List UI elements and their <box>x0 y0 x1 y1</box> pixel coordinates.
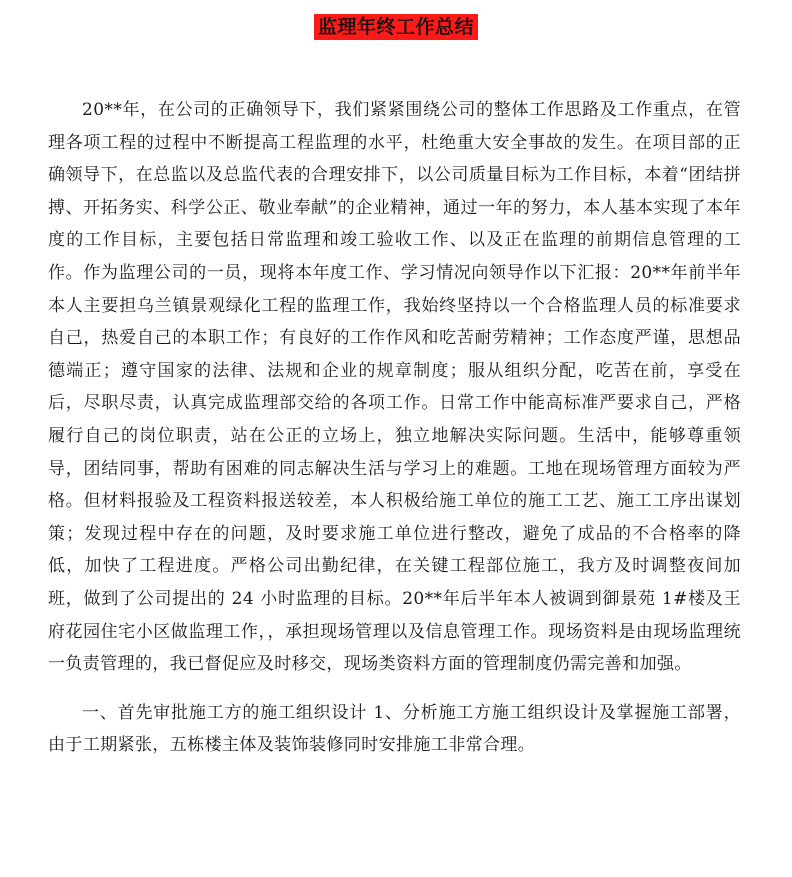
document-body <box>48 94 741 762</box>
body-paragraph-1: 20**年，在公司的正确领导下，我们紧紧围绕公司的整体工作思路及工作重点，在管理各项工程的过程中不断提高工程监理的水平，杜绝重大安全事故的发生。在项目部的正确领导下，在总监以及总监代表的合理安排下，以公司质量目标为工作目标，本着“团结拼搏、开拓务实、科学公正、敬业奉献”的企业精神，通过一年的努力，本人基本实现了本年度的工作目标，主要包括日常监理和竣工验收工作、以及正在监理的前期信息管理的工作。作为监理公司的一员，现将本年度工作、学习情况向领导作以下汇报：20**年前半年本人主要担乌兰镇景观绿化工程的监理工作，我始终坚持以一个合格监理人员的标准要求自己，热爱自己的本职工作；有良好的工作作风和吃苦耐劳精神；工作态度严谨，思想品德端正；遵守国家的法律、法规和企业的规章制度；服从组织分配，吃苦在前，享受在后，尽职尽责，认真完成监理部交给的各项工作。日常工作中能高标准严要求自己，严格履行自己的岗位职责，站在公正的立场上，独立地解决实际问题。生活中，能够尊重领导，团结同事，帮助有困难的同志解决生活与学习上的难题。工地在现场管理方面较为严格。但材料报验及工程资料报送较差，本人积极给施工单位的施工工艺、施工工序出谋划策；发现过程中存在的问题，及时要求施工单位进行整改，避免了成品的不合格率的降低，加快了工程进度。严格公司出勤纪律，在关键工程部位施工，我方及时调整夜间加班，做到了公司提出的 24 小时监理的目标。20**年后半年本人被调到御景苑 1#楼及王府花园住宅小区做监理工作，，承担现场管理以及信息管理工作。现场资料是由现场监理统一负责管理的，我已督促应及时移交，现场类资料方面的管理制度仍需完善和加强。 <box>48 100 741 675</box>
body-paragraph-2: 一、首先审批施工方的施工组织设计 1、分析施工方施工组织设计及掌握施工部署，由于工期紧张，五栋楼主体及装饰装修同时安排施工非常合理。 <box>48 702 741 756</box>
document-title: 监理年终工作总结 <box>314 14 478 40</box>
title-row <box>0 14 792 40</box>
